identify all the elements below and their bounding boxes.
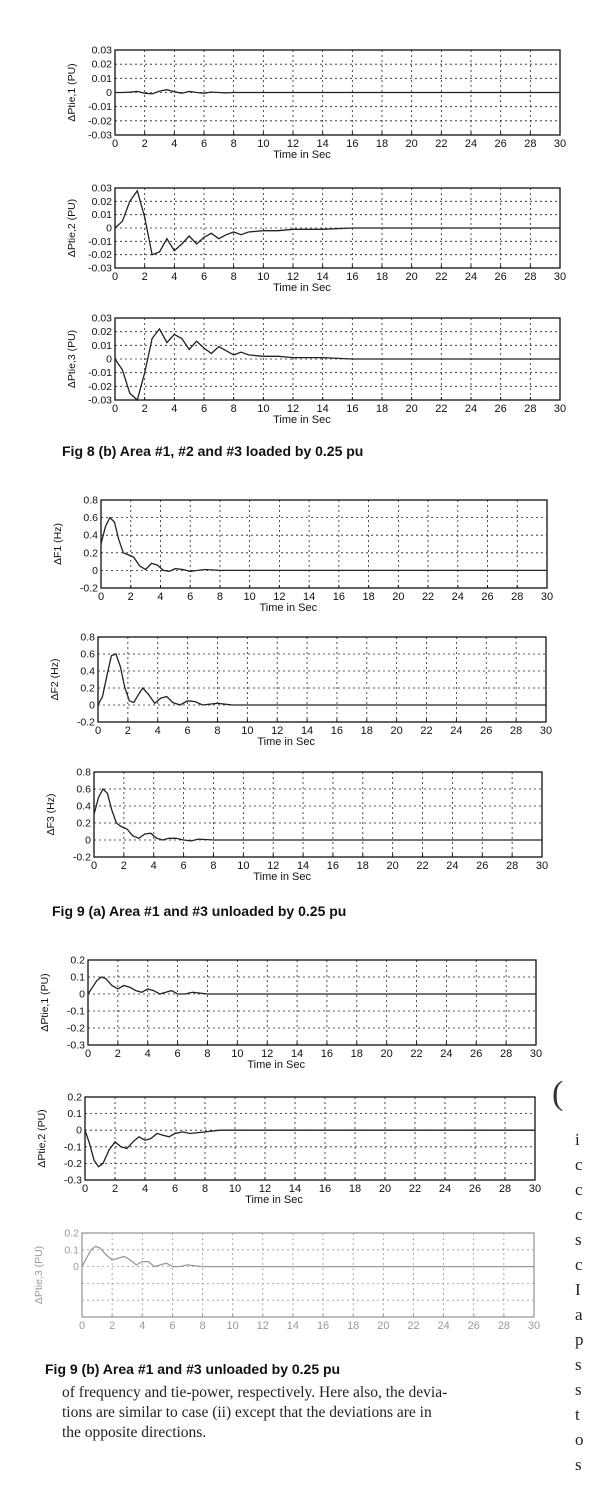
x-tick-label: 6 [169,1320,176,1332]
x-tick-label: 24 [451,591,464,603]
x-axis-label: Time in Sec [273,282,331,294]
y-tick-label: 0.03 [91,44,112,57]
x-tick-label: 12 [258,1183,272,1195]
x-tick-label: 0 [111,403,119,415]
x-tick-label: 26 [494,271,507,283]
x-tick-label: 12 [286,403,300,415]
x-tick-label: 26 [494,138,507,150]
y-tick-label: 0 [85,834,91,847]
series-line [98,654,546,705]
x-tick-label: 2 [120,860,127,872]
y-tick-label: 0.1 [64,1244,79,1257]
x-tick-label: 20 [380,1048,393,1060]
x-tick-label: 16 [320,1048,334,1060]
margin-letter: s [575,1380,582,1399]
x-tick-label: 18 [362,591,375,603]
y-tick-label: 0 [106,353,112,366]
x-tick-label: 20 [405,271,418,283]
x-tick-label: 0 [111,271,119,283]
x-tick-label: 22 [435,271,448,283]
plot-frame [88,960,536,1045]
y-tick-label: 0 [76,1124,82,1137]
x-tick-label: 12 [286,271,300,283]
x-tick-label: 6 [187,591,194,603]
x-tick-label: 30 [529,1048,543,1060]
figure-caption-9b: Fig 9 (b) Area #1 and #3 unloaded by 0.25 pu [45,1361,341,1377]
x-tick-label: 12 [286,138,300,150]
x-tick-label: 4 [139,1320,146,1332]
x-tick-label: 14 [316,271,329,283]
x-tick-label: 2 [141,271,148,283]
chart-panel-1 [66,45,566,162]
x-tick-label: 8 [199,1320,206,1332]
x-axis-label: Time in Sec [259,602,318,614]
x-tick-label: 0 [94,725,102,737]
x-tick-label: 20 [405,403,418,415]
x-tick-label: 20 [392,591,405,603]
x-tick-label: 8 [201,1183,209,1195]
x-tick-label: 8 [230,271,237,283]
x-tick-label: 24 [464,271,478,283]
x-tick-label: 0 [111,138,119,150]
x-tick-label: 24 [440,1048,453,1060]
y-axis-label: ΔPtie,3 (PU) [66,329,78,389]
x-tick-label: 26 [467,1320,480,1332]
margin-letter: c [575,1255,583,1274]
chart-panel-6 [45,767,548,884]
chart-panel-4 [52,495,553,615]
y-tick-label: 0.2 [67,1091,82,1104]
x-tick-label: 2 [127,591,134,603]
x-tick-label: 10 [237,860,250,872]
y-tick-label: -0.2 [66,1022,85,1035]
y-tick-label: 0.6 [80,648,95,661]
y-tick-label: 0.02 [91,326,112,339]
x-tick-label: 6 [174,1048,181,1060]
x-tick-label: 24 [446,860,459,872]
x-tick-label: 24 [438,1183,452,1195]
y-tick-label: 0.1 [67,1108,82,1121]
x-axis-label: Time in Sec [253,871,311,883]
margin-letter: p [575,1330,584,1349]
figure-caption-8b: Fig 8 (b) Area #1, #2 and #3 loaded by 0.25 pu [62,443,364,459]
y-tick-label: 0.6 [76,783,91,796]
x-tick-label: 28 [506,860,519,872]
x-tick-label: 30 [553,403,567,415]
x-tick-label: 6 [200,138,208,150]
y-tick-label: 0.02 [91,195,112,208]
chart-panel-8 [36,1092,541,1207]
x-tick-label: 22 [407,1320,420,1332]
x-tick-label: 8 [210,860,217,872]
x-tick-label: 26 [494,403,507,415]
y-tick-label: -0.03 [88,129,112,142]
x-tick-label: 4 [171,138,178,150]
y-tick-label: 0.4 [80,665,95,678]
body-line-3: the opposite directions. [62,1424,207,1441]
x-tick-label: 10 [241,725,254,737]
x-tick-label: 16 [316,1320,330,1332]
x-tick-label: 6 [200,403,208,415]
chart-panel-2 [66,183,566,295]
y-tick-label: 0.01 [91,72,112,85]
y-tick-label: -0.2 [76,716,95,729]
x-tick-label: 30 [553,271,567,283]
y-tick-label: 0.2 [80,682,95,695]
x-tick-label: 10 [226,1320,239,1332]
series-line [94,789,542,841]
y-tick-label: -0.02 [88,380,112,393]
x-tick-label: 4 [171,403,178,415]
y-tick-label: 0 [106,87,112,99]
x-tick-label: 6 [180,860,187,872]
y-axis-label: ΔPtie,3 (PU) [33,1245,45,1305]
y-tick-label: -0.01 [88,367,112,380]
x-tick-label: 16 [330,725,344,737]
y-axis-label: ΔF3 (Hz) [45,793,57,836]
x-tick-label: 16 [318,1183,332,1195]
x-tick-label: 8 [230,403,237,415]
x-tick-label: 28 [524,271,537,283]
x-tick-label: 22 [435,138,448,150]
y-tick-label: -0.01 [88,101,112,114]
x-tick-label: 0 [90,860,98,872]
x-tick-label: 8 [204,1048,211,1060]
x-tick-label: 28 [500,1048,513,1060]
x-tick-label: 28 [511,591,524,603]
y-tick-label: 0.6 [83,512,98,525]
chart-panel-3 [66,313,566,427]
chart-panel-5 [49,632,552,749]
x-tick-label: 10 [228,1183,242,1195]
plot-frame [98,637,546,722]
x-tick-label: 0 [78,1320,86,1332]
y-tick-label: 0.4 [83,529,98,542]
x-tick-label: 2 [141,403,148,415]
y-tick-label: -0.03 [88,262,112,275]
x-tick-label: 16 [346,403,359,415]
x-tick-label: 14 [288,1183,302,1195]
x-tick-label: 4 [144,1048,151,1060]
x-tick-label: 18 [347,1320,360,1332]
chart-panel-9 [33,1228,540,1333]
x-tick-label: 4 [171,271,178,283]
y-tick-label: 0.4 [76,800,91,813]
y-tick-label: 0.03 [91,182,112,195]
y-tick-label: 0.02 [91,58,112,71]
x-tick-label: 26 [476,860,489,872]
margin-letter: s [575,1455,582,1474]
x-tick-label: 10 [257,138,270,150]
margin-letter: t [575,1405,580,1424]
x-tick-label: 22 [410,1048,423,1060]
x-tick-label: 24 [464,403,478,415]
x-tick-label: 8 [214,725,221,737]
x-tick-label: 12 [261,1048,274,1060]
x-tick-label: 18 [375,271,389,283]
x-tick-label: 22 [435,403,448,415]
x-tick-label: 2 [124,725,131,737]
x-tick-label: 18 [375,403,389,415]
x-tick-label: 0 [84,1048,92,1060]
x-tick-label: 24 [437,1320,450,1332]
x-tick-label: 6 [171,1183,179,1195]
margin-parenthesis-mark: ( [552,1075,564,1112]
x-tick-label: 10 [257,271,270,283]
x-tick-label: 14 [300,725,314,737]
x-tick-label: 18 [375,138,389,150]
x-tick-label: 28 [524,403,537,415]
margin-letter: s [575,1355,582,1374]
plot-frame [82,1233,534,1317]
x-tick-label: 10 [243,591,256,603]
x-tick-label: 10 [257,403,270,415]
x-tick-label: 30 [540,591,554,603]
y-axis-label: ΔPtie,1 (PU) [66,63,78,122]
x-tick-label: 2 [114,1048,121,1060]
y-tick-label: -0.1 [63,1141,82,1154]
x-tick-label: 8 [230,138,237,150]
y-tick-label: 0.8 [83,494,98,507]
x-tick-label: 20 [378,1183,392,1195]
figure-caption-9a: Fig 9 (a) Area #1 and #3 unloaded by 0.25 pu [52,903,347,919]
chart-panel-7 [39,955,542,1072]
x-tick-label: 16 [346,138,359,150]
y-tick-label: -0.3 [66,1039,85,1052]
y-tick-label: -0.02 [88,249,112,262]
x-tick-label: 22 [421,591,435,603]
x-tick-label: 0 [97,591,105,603]
series-line [115,90,560,94]
body-line-1: of frequency and tie-power, respectively. Here also, the devia- [62,1384,448,1401]
y-tick-label: 0.8 [80,631,95,644]
x-axis-label: Time in Sec [273,414,331,426]
body-paragraph [62,1383,552,1443]
x-tick-label: 20 [405,138,418,150]
x-tick-label: 30 [535,860,549,872]
y-tick-label: 0.8 [76,766,91,779]
x-tick-label: 4 [141,1183,149,1195]
y-tick-label: 0.2 [76,817,91,830]
plot-frame [85,1097,535,1180]
y-tick-label: 0.01 [91,209,112,222]
series-line [85,1130,535,1167]
x-tick-label: 24 [450,725,463,737]
x-tick-label: 24 [464,138,478,150]
x-tick-label: 22 [408,1183,422,1195]
y-tick-label: 0.2 [64,1227,79,1240]
margin-letter: i [575,1130,580,1149]
x-tick-label: 14 [286,1320,300,1332]
body-line-2: tions are similar to case (ii) except that the deviations are in [62,1404,432,1421]
x-axis-label: Time in Sec [247,1059,305,1071]
x-tick-label: 12 [267,860,280,872]
y-tick-label: -0.3 [63,1174,82,1187]
y-axis-label: ΔPtie,2 (PU) [66,198,78,258]
x-tick-label: 30 [539,725,553,737]
margin-column-text [575,1130,605,1480]
x-tick-label: 20 [390,725,403,737]
x-tick-label: 18 [350,1048,363,1060]
y-tick-label: 0.2 [83,547,98,560]
y-axis-label: ΔF1 (Hz) [52,522,64,566]
x-tick-label: 28 [510,725,523,737]
x-tick-label: 14 [316,138,329,150]
y-tick-label: 0 [92,564,98,577]
x-tick-label: 14 [303,591,316,603]
x-tick-label: 26 [481,591,494,603]
x-tick-label: 12 [271,725,284,737]
x-tick-label: 26 [480,725,493,737]
y-tick-label: -0.2 [63,1157,82,1170]
series-line [101,518,547,572]
x-tick-label: 14 [296,860,310,872]
x-tick-label: 18 [348,1183,362,1195]
x-tick-label: 20 [386,860,399,872]
y-tick-label: 0 [73,1261,79,1274]
x-tick-label: 22 [416,860,429,872]
y-tick-label: 0 [89,699,95,712]
x-axis-label: Time in Sec [245,1194,303,1206]
y-tick-label: -0.2 [72,851,91,864]
y-tick-label: -0.2 [79,582,98,595]
y-tick-label: 0.2 [70,954,85,967]
x-tick-label: 18 [360,725,373,737]
x-tick-label: 30 [528,1183,542,1195]
x-tick-label: 2 [109,1320,116,1332]
y-tick-label: 0.1 [70,971,85,984]
y-axis-label: ΔF2 (Hz) [49,658,61,701]
margin-letter: c [575,1180,583,1199]
x-tick-label: 26 [470,1048,483,1060]
x-tick-label: 26 [468,1183,482,1195]
x-tick-label: 2 [141,138,148,150]
y-tick-label: -0.1 [66,1005,85,1018]
x-tick-label: 14 [316,403,329,415]
x-tick-label: 14 [290,1048,304,1060]
plot-frame [101,500,547,588]
x-tick-label: 28 [498,1183,512,1195]
y-tick-label: 0 [106,222,112,235]
y-axis-label: ΔPtie,1 (PU) [39,973,51,1032]
x-tick-label: 16 [346,271,359,283]
x-axis-label: Time in Sec [273,149,331,161]
x-tick-label: 6 [184,725,191,737]
x-tick-label: 16 [326,860,340,872]
y-tick-label: -0.02 [88,115,112,128]
series-line [115,329,560,400]
x-tick-label: 18 [356,860,369,872]
y-tick-label: 0.03 [91,312,112,325]
series-line [115,191,560,255]
x-tick-label: 4 [154,725,161,737]
x-tick-label: 0 [81,1183,89,1195]
x-tick-label: 16 [332,591,345,603]
margin-letter: o [575,1430,584,1449]
margin-letter: I [575,1280,581,1299]
x-tick-label: 4 [157,591,164,603]
x-tick-label: 12 [273,591,286,603]
x-tick-label: 4 [150,860,157,872]
plot-frame [94,772,542,857]
y-tick-label: -0.01 [88,235,112,248]
x-tick-label: 28 [497,1320,510,1332]
margin-letter: c [575,1205,583,1224]
x-axis-label: Time in Sec [257,736,315,748]
y-tick-label: 0.01 [91,339,112,352]
y-axis-label: ΔPtie,2 (PU) [36,1109,48,1168]
margin-letter: s [575,1230,582,1249]
x-tick-label: 30 [553,138,567,150]
x-tick-label: 28 [524,138,537,150]
x-tick-label: 2 [111,1183,119,1195]
x-tick-label: 20 [377,1320,390,1332]
margin-letter: c [575,1155,583,1174]
x-tick-label: 30 [527,1320,541,1332]
x-tick-label: 8 [216,591,223,603]
margin-letter: a [575,1305,583,1324]
y-tick-label: -0.03 [88,394,112,407]
x-tick-label: 10 [231,1048,244,1060]
x-tick-label: 12 [256,1320,269,1332]
series-line [88,977,536,994]
y-tick-label: 0 [79,988,85,1001]
x-tick-label: 22 [420,725,433,737]
x-tick-label: 6 [200,271,208,283]
